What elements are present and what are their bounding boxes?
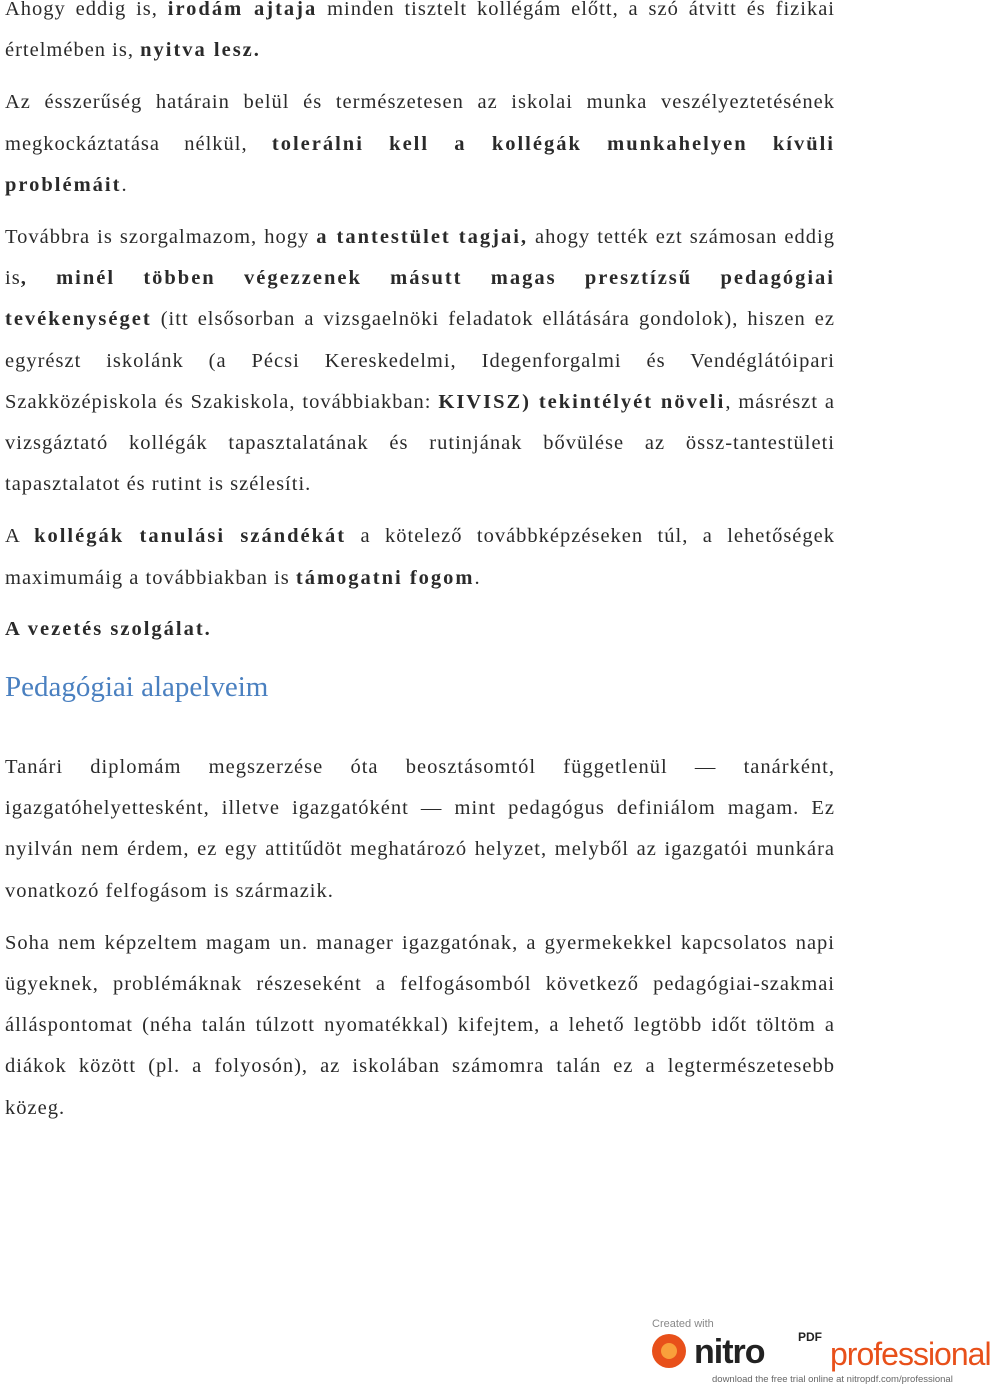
logo-created-with: Created with xyxy=(652,1318,714,1330)
text: Az ésszerűség határain belül és természetesen az iskolai munka veszélyeztetésének megkockáztatása nélkül, xyxy=(5,91,835,155)
bold-text: tolerálni kell a kollégák munkahelyen kívüli problémáit xyxy=(5,132,835,196)
text: A xyxy=(5,525,35,548)
bold-text: , minél többen végezzenek másutt magas presztízsű pedagógiai tevékenységet xyxy=(5,267,835,331)
text: minden tisztelt kollégám előtt, a szó átvitt és fizikai értelmében is, xyxy=(5,0,835,62)
bold-text: kollégák tanulási szándékát xyxy=(34,525,347,548)
paragraph-open-door xyxy=(5,0,835,71)
nitro-flame-icon xyxy=(652,1334,686,1368)
logo-pdf-superscript: PDF xyxy=(798,1330,822,1344)
text: Továbbra is szorgalmazom, hogy xyxy=(5,226,317,249)
bold-text: KIVISZ) tekintélyét növeli xyxy=(438,390,726,413)
text: Ahogy eddig is, xyxy=(5,0,168,20)
logo-nitro-text: nitro xyxy=(694,1333,765,1371)
paragraph-teacher-identity: Tanári diplomám megszerzése óta beosztásomtól függetlenül — tanárként, igazgatóhelyettesként, illetve igazgatóként — mint pedagógus definiálom magam. Ez nyilván nem érdem, ez egy attitűdöt meghatározó helyzet, melyből az igazgatói munkára vonatkozó felfogásom is származik. xyxy=(5,756,835,902)
text: . xyxy=(121,173,128,196)
paragraph-not-manager: Soha nem képzeltem magam un. manager igazgatónak, a gyermekekkel kapcsolatos napi ügyeknek, problémáknak részeseként a felfogásomból következő pedagógiai-szakmai álláspontomat (néha talán túlzott nyomatékkal) kifejtem, a lehető legtöbb időt töltöm a diákok között (pl. a folyosón), az iskolában számomra talán ez a legtermészetesebb közeg. xyxy=(5,931,835,1119)
bold-text: a tantestület tagjai, xyxy=(316,226,529,249)
nitro-pdf-logo xyxy=(650,1318,991,1390)
signoff-line: A vezetés szolgálat. xyxy=(5,617,212,640)
paragraph-learning-support xyxy=(5,516,835,598)
paragraph-tolerance xyxy=(5,82,835,206)
text: . xyxy=(474,566,481,589)
section-heading-wrap xyxy=(5,667,835,707)
text: (itt elsősorban a vizsgaelnöki feladatok ellátására gondolok), hiszen ez egyrészt iskolánk (a Pécsi Kereskedelmi, Idegenforgalmi és Vendéglátóipari Szakközépiskola és Szakiskola, továbbiakban: xyxy=(5,308,835,413)
bold-text: nyitva lesz. xyxy=(140,39,261,62)
text: a kötelező továbbképzéseken túl, a lehetőségek maximumáig a továbbiakban is xyxy=(5,525,835,589)
section-heading: Pedagógiai alapelveim xyxy=(5,671,269,704)
text: ahogy tették ezt számosan eddig is xyxy=(5,226,835,290)
text: , másrészt a vizsgáztató kollégák tapasztalatának és rutinjának bővülése az össz-tantestületi tapasztalatot és rutint is szélesíti. xyxy=(5,390,835,496)
paragraph-staff-activity xyxy=(5,217,835,505)
logo-professional-text: professional xyxy=(830,1336,991,1372)
document-page xyxy=(5,0,835,1129)
logo-tagline: download the free trial online at nitropdf.com/professional xyxy=(712,1374,953,1385)
bold-text: támogatni fogom xyxy=(295,566,475,589)
bold-text: irodám ajtaja xyxy=(167,0,318,20)
